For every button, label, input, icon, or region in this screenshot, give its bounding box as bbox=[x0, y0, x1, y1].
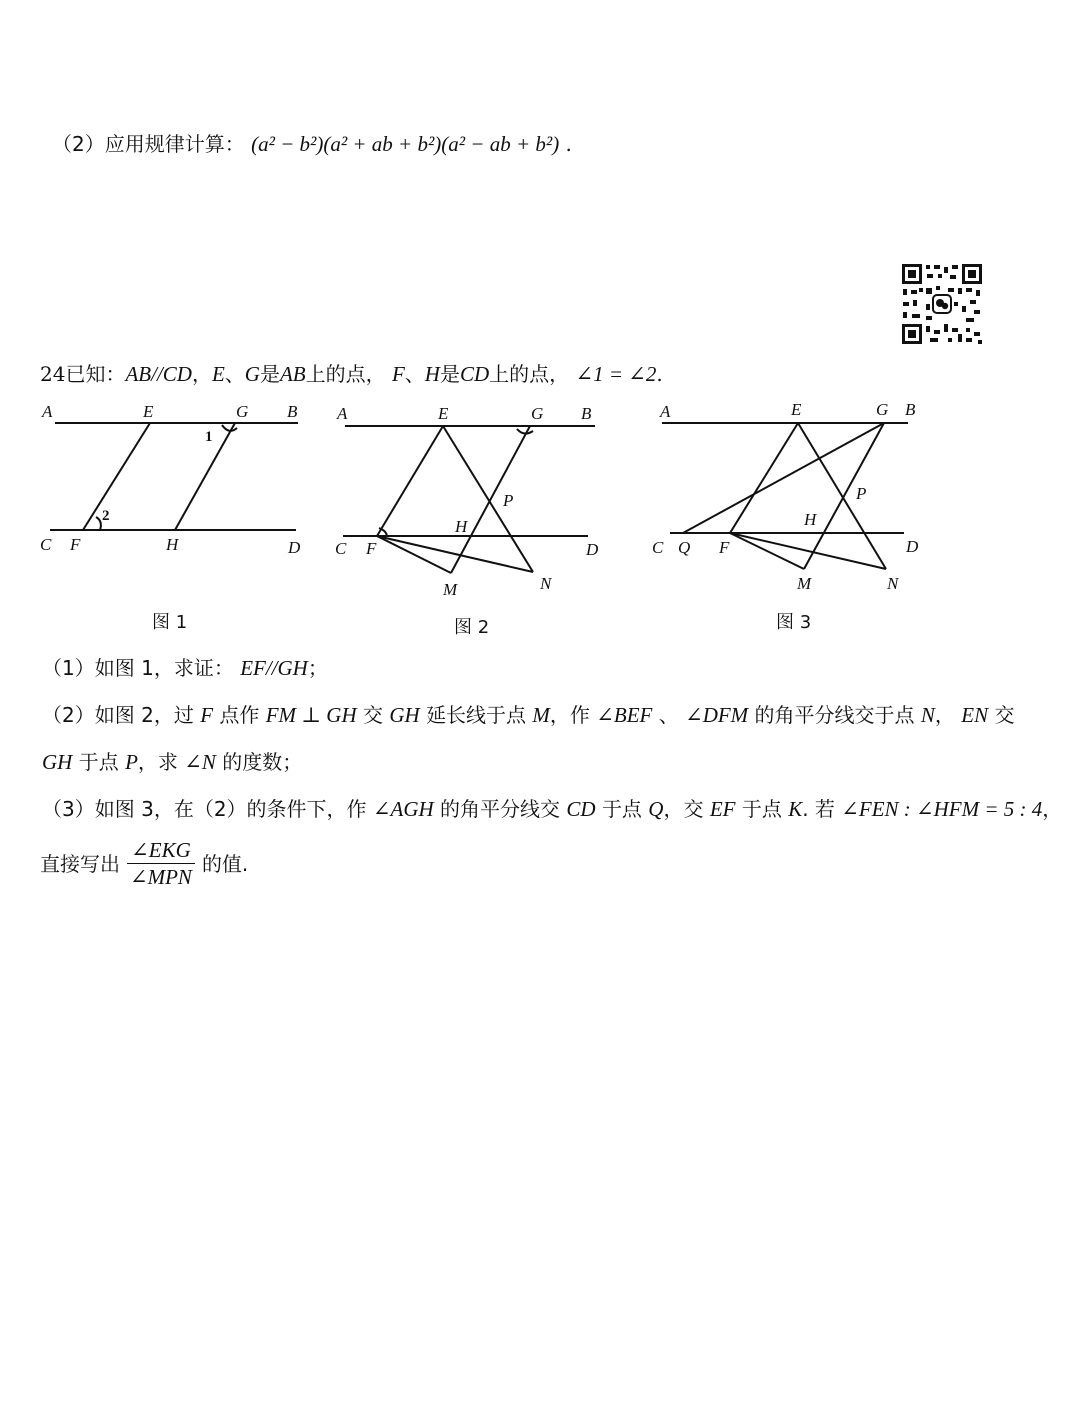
q23-part2-line bbox=[52, 130, 572, 158]
angle-1-label: 1 bbox=[205, 429, 213, 445]
part-label: （2） bbox=[52, 132, 105, 156]
math: EN bbox=[961, 703, 989, 727]
label-b: B bbox=[581, 404, 592, 423]
part-text: 如图 1，求证： bbox=[94, 656, 234, 680]
label-n: N bbox=[540, 574, 552, 593]
period: . bbox=[565, 132, 572, 156]
math: GH bbox=[389, 703, 420, 727]
part-text: ，作 bbox=[549, 703, 590, 727]
label-h: H bbox=[804, 510, 817, 529]
label-f: F bbox=[719, 538, 730, 557]
part-text: 延长线于点 bbox=[426, 703, 527, 727]
label-m: M bbox=[443, 580, 458, 599]
label-c: C bbox=[40, 535, 52, 554]
label-e: E bbox=[438, 404, 449, 423]
part-text: ，交 bbox=[663, 797, 704, 821]
stem-text: 、 bbox=[404, 362, 425, 386]
stem-text: 上的点， bbox=[489, 362, 570, 386]
part-label: （2） bbox=[42, 703, 95, 727]
stem-text: 、 bbox=[224, 362, 245, 386]
math: GH bbox=[42, 750, 73, 774]
math: P bbox=[125, 750, 138, 774]
part-text: 的值. bbox=[201, 851, 249, 876]
label-b: B bbox=[905, 400, 916, 419]
part-text: 如图 2，过 bbox=[94, 703, 194, 727]
math-g: G bbox=[244, 362, 260, 386]
question-number: 24 bbox=[40, 362, 66, 386]
math-h: H bbox=[424, 362, 440, 386]
label-m: M bbox=[797, 574, 812, 593]
angle-2-label: 2 bbox=[102, 508, 110, 524]
label-d: D bbox=[906, 537, 919, 556]
math-f: F bbox=[391, 362, 405, 386]
label-g: G bbox=[876, 400, 889, 419]
part-text: 交 bbox=[363, 703, 383, 727]
math: ∠FEN : ∠HFM = 5 : 4 bbox=[841, 797, 1043, 821]
label-c: C bbox=[335, 539, 347, 558]
label-c: C bbox=[652, 538, 664, 557]
math: ∠AGH bbox=[372, 797, 434, 821]
part-text: 、 bbox=[658, 703, 679, 727]
part-text: 于点 bbox=[741, 797, 782, 821]
label-f: F bbox=[70, 535, 81, 554]
fraction bbox=[126, 838, 196, 889]
q24-part3-line2 bbox=[40, 838, 248, 889]
part-text: 于点 bbox=[78, 750, 119, 774]
label-d: D bbox=[288, 538, 301, 557]
math: N bbox=[920, 703, 935, 727]
geometry-figures bbox=[0, 395, 1080, 640]
q24-part1 bbox=[42, 654, 328, 682]
part-text: 的度数； bbox=[222, 750, 303, 774]
q24-part2-line1 bbox=[42, 701, 1014, 729]
stem-text: 上的点， bbox=[305, 362, 386, 386]
part-text: 点作 bbox=[219, 703, 260, 727]
label-g: G bbox=[531, 404, 544, 423]
label-p: P bbox=[856, 484, 867, 503]
qr-code-icon bbox=[900, 262, 984, 346]
figure-3-caption: 图 3 bbox=[776, 612, 812, 633]
part-label: （3） bbox=[42, 797, 95, 821]
label-b: B bbox=[287, 402, 298, 421]
part-text: 直接写出 bbox=[40, 851, 120, 876]
label-a: A bbox=[660, 402, 671, 421]
stem-text: 是 bbox=[439, 362, 460, 386]
part-text: 的角平分线交于点 bbox=[754, 703, 915, 727]
math: F bbox=[200, 703, 214, 727]
fraction-denominator: ∠MPN bbox=[130, 865, 192, 889]
math: M bbox=[532, 703, 550, 727]
label-n: N bbox=[887, 574, 899, 593]
math: ∠N bbox=[184, 750, 216, 774]
figures-row bbox=[0, 395, 1080, 640]
part-text: ， bbox=[934, 703, 955, 727]
figure-1-caption: 图 1 bbox=[152, 612, 188, 633]
math: FM ⊥ GH bbox=[265, 703, 357, 727]
math: EF bbox=[709, 797, 736, 821]
label-d: D bbox=[586, 540, 599, 559]
math-angle-equality: ∠1 = ∠2 bbox=[575, 362, 657, 386]
label-g: G bbox=[236, 402, 249, 421]
math-ef-parallel-gh: EF//GH bbox=[240, 656, 308, 680]
q24-part2-line2 bbox=[42, 748, 302, 776]
stem-text: 已知： bbox=[65, 362, 126, 386]
part-text: . 若 bbox=[802, 797, 835, 821]
part-text: ，求 bbox=[137, 750, 178, 774]
label-e: E bbox=[791, 400, 802, 419]
expression: (a² − b²)(a² + ab + b²)(a² − ab + b²) bbox=[251, 132, 560, 156]
math-ab-parallel-cd: AB//CD bbox=[125, 362, 192, 386]
part-label: （1） bbox=[42, 656, 95, 680]
part-text: 如图 3，在（2）的条件下，作 bbox=[94, 797, 367, 821]
instruction-text: 应用规律计算： bbox=[104, 132, 245, 156]
math-ab: AB bbox=[279, 362, 306, 386]
math: ∠BEF bbox=[596, 703, 653, 727]
part-text: 于点 bbox=[601, 797, 642, 821]
label-q: Q bbox=[678, 538, 691, 557]
figure-2-caption: 图 2 bbox=[454, 617, 490, 638]
label-e: E bbox=[143, 402, 154, 421]
part-text: 交 bbox=[994, 703, 1015, 727]
stem-text: 是 bbox=[259, 362, 280, 386]
math-e: E bbox=[211, 362, 225, 386]
q24-stem bbox=[40, 360, 663, 388]
period: . bbox=[656, 362, 663, 386]
fraction-numerator: ∠EKG bbox=[127, 838, 195, 864]
math: ∠DFM bbox=[685, 703, 749, 727]
label-a: A bbox=[42, 402, 53, 421]
label-h: H bbox=[166, 535, 179, 554]
label-f: F bbox=[366, 539, 377, 558]
part-text: ， bbox=[1042, 797, 1063, 821]
stem-text: ， bbox=[191, 362, 212, 386]
label-h: H bbox=[455, 517, 468, 536]
math-cd: CD bbox=[459, 362, 490, 386]
part-text: 的角平分线交 bbox=[440, 797, 561, 821]
q24-part3-line1 bbox=[42, 795, 1062, 823]
math: CD bbox=[566, 797, 596, 821]
math: Q bbox=[648, 797, 664, 821]
math: K bbox=[788, 797, 803, 821]
punctuation: ； bbox=[307, 656, 328, 680]
label-p: P bbox=[503, 491, 514, 510]
label-a: A bbox=[337, 404, 348, 423]
